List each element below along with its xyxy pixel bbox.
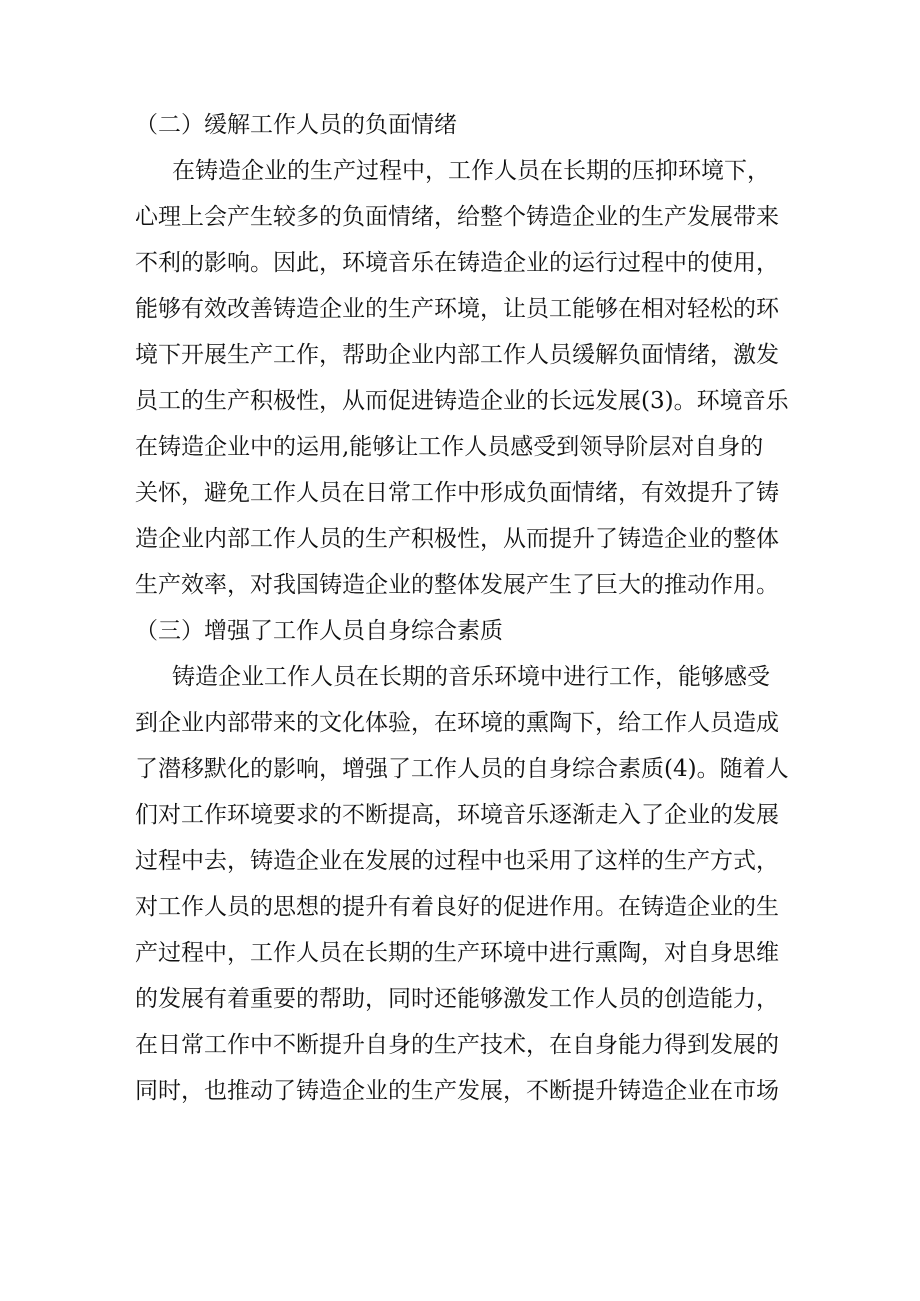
paragraph-line: 关怀，避免工作人员在日常工作中形成负面情绪，有效提升了铸 bbox=[135, 480, 779, 506]
paragraph-line: 能够有效改善铸造企业的生产环境，让员工能够在相对轻松的环 bbox=[135, 296, 779, 322]
paragraph-line: 在日常工作中不断提升自身的生产技术，在自身能力得到发展的 bbox=[135, 1032, 779, 1058]
paragraph-line: 到企业内部带来的文化体验，在环境的熏陶下，给工作人员造成 bbox=[135, 710, 779, 736]
paragraph-line: 不利的影响。因此，环境音乐在铸造企业的运行过程中的使用， bbox=[135, 250, 779, 276]
paragraph-line: 同时，也推动了铸造企业的生产发展，不断提升铸造企业在市场 bbox=[135, 1078, 779, 1104]
paragraph-line: 境下开展生产工作，帮助企业内部工作人员缓解负面情绪，激发 bbox=[135, 342, 779, 368]
paragraph-line: 员工的生产积极性，从而促进铸造企业的长远发展(3)。环境音乐 bbox=[135, 388, 789, 414]
paragraph-line: 产过程中，工作人员在长期的生产环境中进行熏陶，对自身思维 bbox=[135, 940, 779, 966]
paragraph-line: 造企业内部工作人员的生产积极性，从而提升了铸造企业的整体 bbox=[135, 526, 779, 552]
section-heading-3: （三）增强了工作人员自身综合素质 bbox=[135, 618, 503, 644]
paragraph-line: 在铸造企业的生产过程中，工作人员在长期的压抑环境下， bbox=[172, 158, 770, 184]
paragraph-line: 了潜移默化的影响，增强了工作人员的自身综合素质(4)。随着人 bbox=[135, 756, 789, 782]
paragraph-line: 铸造企业工作人员在长期的音乐环境中进行工作，能够感受 bbox=[172, 664, 770, 690]
paragraph-line: 的发展有着重要的帮助，同时还能够激发工作人员的创造能力， bbox=[135, 986, 779, 1012]
paragraph-line: 在铸造企业中的运用,能够让工作人员感受到领导阶层对自身的 bbox=[135, 434, 764, 460]
paragraph-line: 生产效率，对我国铸造企业的整体发展产生了巨大的推动作用。 bbox=[135, 572, 779, 598]
paragraph-line: 们对工作环境要求的不断提高，环境音乐逐渐走入了企业的发展 bbox=[135, 802, 779, 828]
paragraph-line: 对工作人员的思想的提升有着良好的促进作用。在铸造企业的生 bbox=[135, 894, 779, 920]
paragraph-line: 过程中去，铸造企业在发展的过程中也采用了这样的生产方式， bbox=[135, 848, 779, 874]
paragraph-line: 心理上会产生较多的负面情绪，给整个铸造企业的生产发展带来 bbox=[135, 204, 779, 230]
section-heading-2: （二）缓解工作人员的负面情绪 bbox=[135, 112, 457, 138]
